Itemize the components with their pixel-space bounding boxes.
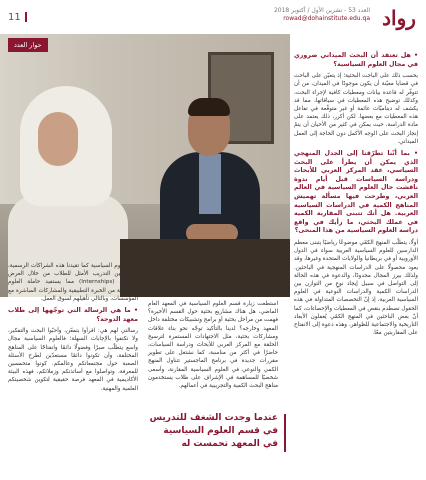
page-number-bar [25, 12, 27, 22]
right-column [294, 52, 418, 341]
left-text: في العلوم السياسية كما تقيدنا هذه الشراكات الرسمية، في تأمين التدريب الأمثل للطلاب من خلال العرض التدريبي (Internships) مما يستفيد حاملة العلوم السياسية من الخبرة التطبيقية والمشاركات المباشرة مع المؤسسات، وبالتالي تأهيلهم لسوق العمل. [8, 263, 138, 302]
photo-desk [120, 239, 290, 297]
pull-quote-text: عندما وجدت الشغف للتدريس في قسم العلوم السياسية في المعهد تحمست له [149, 413, 278, 449]
left-column [8, 262, 138, 397]
issue-email[interactable]: rowad@dohainstitute.edu.qa [283, 15, 370, 22]
photo-guest-shirt [199, 154, 221, 214]
magazine-logo: رواد [382, 6, 416, 30]
middle-text: استطعت زيارة قسم العلوم السياسية في المعهد العام الماضي، هل هناك مشاريع بحثية حول القسم الأخيرة؟ فهمت من مراحل بحثية أو برامج وتشبيكات مختلفة داخل المعهد وخارجه؟ لدينا بالتأكيد توجّه نحو بناء علاقات ومشاركات بحثية، مثل الاجتهادات المستمرة لترسيخ الحلقة مع المركز العربي للأبحاث ودراسة السياسات، حاضرًا في أكثر من مناسبة، كما نشتغل على تطوير مقررات جديدة في برنامج الماجستير تتناول المنهج الكمي والنوعي في العلوم السياسية المقارنة، وأسعى شخصيًا للمساهمة في الإشراف على طلاب يستخدمون مناهج البحث الكمية والتجريبية في أعمالهم. [148, 301, 278, 390]
pull-quote-bar [284, 414, 286, 452]
page-number [8, 12, 27, 23]
answer-1: بحسب ذلك على الباحث البحثية؛ إذ يتعيّن على الباحث في قضايا معيّنة أن يكون موجودًا في الميدان، من أن تتوفّر له قاعدة بيانات ومعطيات كافية لإجراء البحث، وكذلك توضيح هذه المعطيات في سياقاتها، مما قد يكشف له ديناميّات عائمة أو غير متوقّعة في تفاعل هذه المعطيات مع بعضها. لكن أكرر، ذلك يعتمد على مادة الدراسة، حيث يمكن في كثير من الأحيان أن يتمّ إنجاز البحث على الوجه الأكمل دون الحاجة إلى العمل الميداني. [294, 73, 418, 145]
page-number-value: 11 [8, 12, 21, 23]
photo-interviewer-face [38, 112, 78, 166]
issue-line: العدد 53 - تشرين الأول / أكتوبر 2018 [273, 7, 370, 14]
issue-info [274, 7, 370, 23]
middle-column [148, 300, 278, 394]
question-2: • بما أنّنا تطرّقنا إلى الجدل المنهجي الذي يمكن أن يطرأ على البحث السياسي، عقد المركز العربي للأبحاث ودراسة السياسات قبل أيام ندوة ناقشت حال العلوم السياسية في العالم العربي، وطرحت فيها مسألة تهميش المناهج الكمية في الدراسات السياسية العربية. هل أنك تتبنى المقاربة الكمية في عملك البحثي، ما رأيك في واقع دراسة العلوم السياسية من هذا المنحى؟ [294, 150, 418, 235]
answer-2: أولًا، يتطلّب المنهج الكمّي موضوعًا رياضيًا يتبنى معظم الدارسين للعلوم السياسية العربية سواء في الدول الأوروبية أو في بريطانيا والولايات المتحدة وغيرها، وقد يعود محصولًا على الدراسات المنهجية في الباحثين. ولذلك بيرز المجال محدودًا، والدعوة في هذه الحالة إلى التواصل في سبيل إيجاد نوعٍ من التوازن بين الدراسات الكمية والدراسات النوعية في العلوم السياسية العربية، إذ إنّ التخصصات المتداولة في هذه الحقول تصطدم بنقص في المعطيات والإحصاءات، كما أنّ بعض الباحثين في المنهج الكمّي يُغفلون الأبعاد التاريخية والاجتماعية للظواهر، وهذه دعوة إلى الانفتاح على المقاربتين معًا. [294, 239, 418, 337]
question-1: • هل تعتقد أن البحث الميداني ضروري في مجال العلوم السياسية؟ [294, 52, 418, 68]
question-3: • ما هي الرسالة التي توجّهها إلى طلاب معهد الدوحة؟ [8, 307, 138, 323]
pull-quote [148, 412, 278, 451]
photo-guest-hair [188, 98, 230, 116]
page-header [0, 0, 426, 34]
interview-photo [0, 34, 290, 297]
answer-3: رسالتي لهم هي: اقرأوا بتمعّن، وأحبّوا البحث والتفكير، ولا تكتفوا بالإجابات السهلة؛ فالعلوم السياسية مجال واسع يتطلّب صبرًا وفضولًا دائمًا وانفتاحًا على المناهج المختلفة، وأن تكونوا دائمًا مستعدّين لطرح الأسئلة الصعبة حول مجتمعاتكم وعالمكم. كونوا متحمسين للمعرفة، وتواصلوا مع أساتذتكم وزملائكم، فهذه البيئة الأكاديمية في المعهد فرصة حقيقية لتكوين شخصيتكم العلمية والمهنية. [8, 328, 138, 392]
section-tag: حوار العدد [8, 38, 48, 52]
